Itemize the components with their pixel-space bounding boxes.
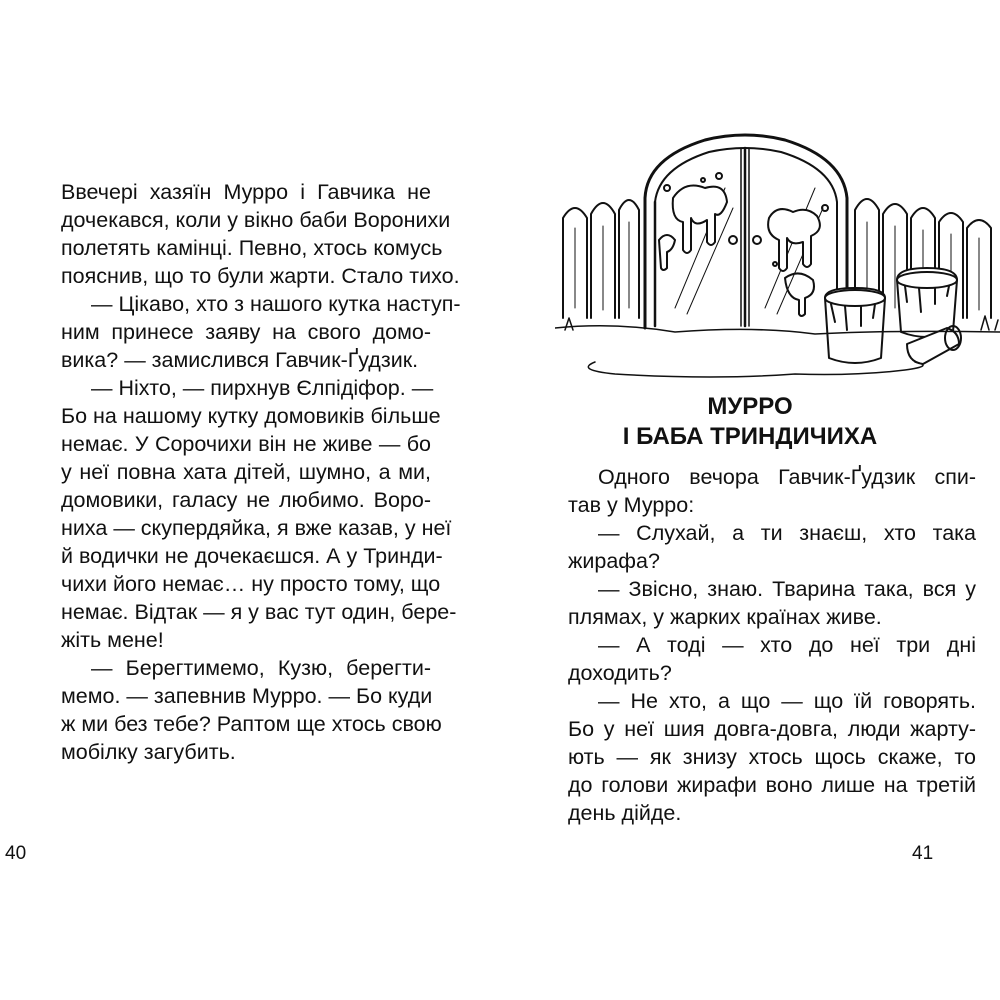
story-title: МУРРО xyxy=(707,393,793,420)
text-line: дочекався, коли у вікно баби Воронихи xyxy=(61,208,451,232)
text-line: полетять камінці. Певно, хтось комусь xyxy=(61,236,443,260)
text-line: ють — як знизу хтось щось скаже, то xyxy=(568,745,976,769)
text-line: ним принесе заяву на свого домо- xyxy=(61,320,431,344)
text-line: — Слухай, а ти знаєш, хто така xyxy=(598,521,976,545)
text-line: жіть мене! xyxy=(61,628,164,652)
text-line: домовики, галасу не любимо. Воро- xyxy=(61,488,431,512)
text-line: тав у Мурро: xyxy=(568,493,695,517)
text-line: — Звісно, знаю. Тварина така, вся у xyxy=(598,577,976,601)
text-line: — Берегтимемо, Кузю, берегти- xyxy=(91,656,431,680)
text-line: до голови жирафи воно лише на третій xyxy=(568,773,976,797)
text-line: Ввечері хазяїн Мурро і Гавчика не xyxy=(61,180,431,204)
text-line: мемо. — запевнив Мурро. — Бо куди xyxy=(61,684,433,708)
text-line: плямах, у жарких країнах живе. xyxy=(568,605,882,629)
text-line: вика? — замислився Гавчик-Ґудзик. xyxy=(61,348,419,372)
text-line: Одного вечора Гавчик-Ґудзик спи- xyxy=(598,465,976,489)
text-line: день дійде. xyxy=(568,801,682,825)
text-line: доходить? xyxy=(568,661,672,685)
page-number: 41 xyxy=(912,843,934,864)
text-line: — А тоді — хто до неї три дні xyxy=(598,633,976,657)
text-line: мобілку загубить. xyxy=(61,740,236,764)
text-line: чихи його немає… ну просто тому, що xyxy=(61,572,441,596)
text-line: жирафа? xyxy=(568,549,660,573)
text-line: — Не хто, а що — що їй говорять. xyxy=(598,689,976,713)
text-line: й водички не дочекаєшся. А у Тринди- xyxy=(61,544,443,568)
text-line: ниха — скупердяйка, я вже казав, у неї xyxy=(61,516,452,540)
gate-illustration xyxy=(555,118,1000,380)
text-line: ж ми без тебе? Раптом ще хтось свою xyxy=(61,712,442,736)
right-page xyxy=(500,0,1000,1000)
text-line: немає. Відтак — я у вас тут один, бере- xyxy=(61,600,457,624)
text-line: пояснив, що то були жарти. Стало тихо. xyxy=(61,264,460,288)
page-number: 40 xyxy=(5,843,27,864)
text-line: Бо на нашому кутку домовиків більше xyxy=(61,404,441,428)
text-line: у неї повна хата дітей, шумно, а ми, xyxy=(61,460,431,484)
story-title: І БАБА ТРИНДИЧИХА xyxy=(622,423,878,450)
text-line: немає. У Сорочихи він не живе — бо xyxy=(61,432,431,456)
text-line: — Ніхто, — пирхнув Єлпідіфор. — xyxy=(91,376,434,400)
text-line: Бо у неї шия довга-довга, люди жарту- xyxy=(568,717,976,741)
text-line: — Цікаво, хто з нашого кутка наступ- xyxy=(91,292,461,316)
